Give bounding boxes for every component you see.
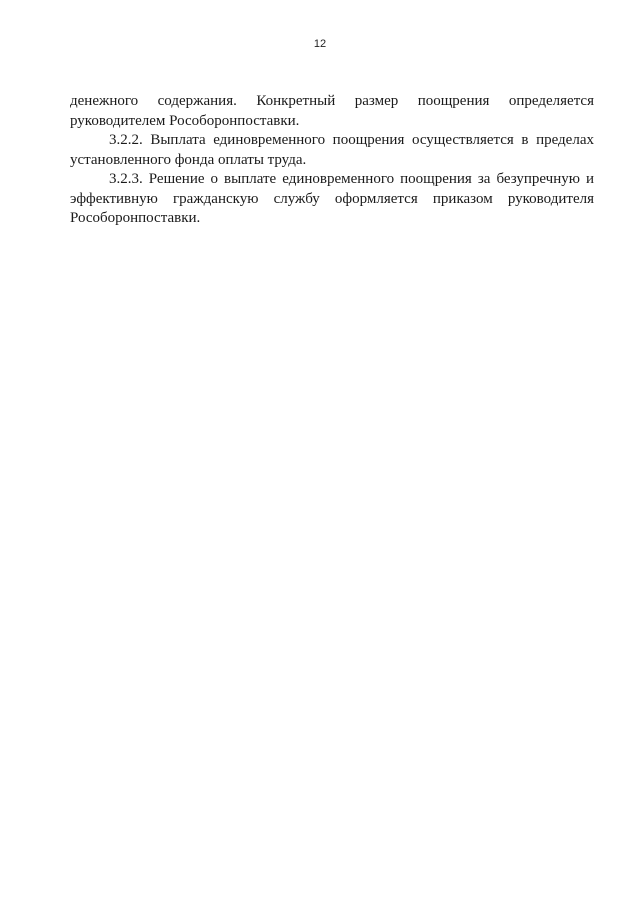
paragraph-continuation: денежного содержания. Конкретный размер поощрения определяется руководителем Рособоронпоставки. xyxy=(70,93,594,129)
paragraph-3-2-3: 3.2.3. Решение о выплате единовременного поощрения за безупречную и эффективную гражданскую службу оформляется приказом руководителя Рособоронпоставки. xyxy=(70,171,594,226)
document-body xyxy=(70,92,594,229)
paragraph-3-2-2: 3.2.2. Выплата единовременного поощрения осуществляется в пределах установленного фонда оплаты труда. xyxy=(70,132,594,168)
page-number: 12 xyxy=(313,38,327,50)
